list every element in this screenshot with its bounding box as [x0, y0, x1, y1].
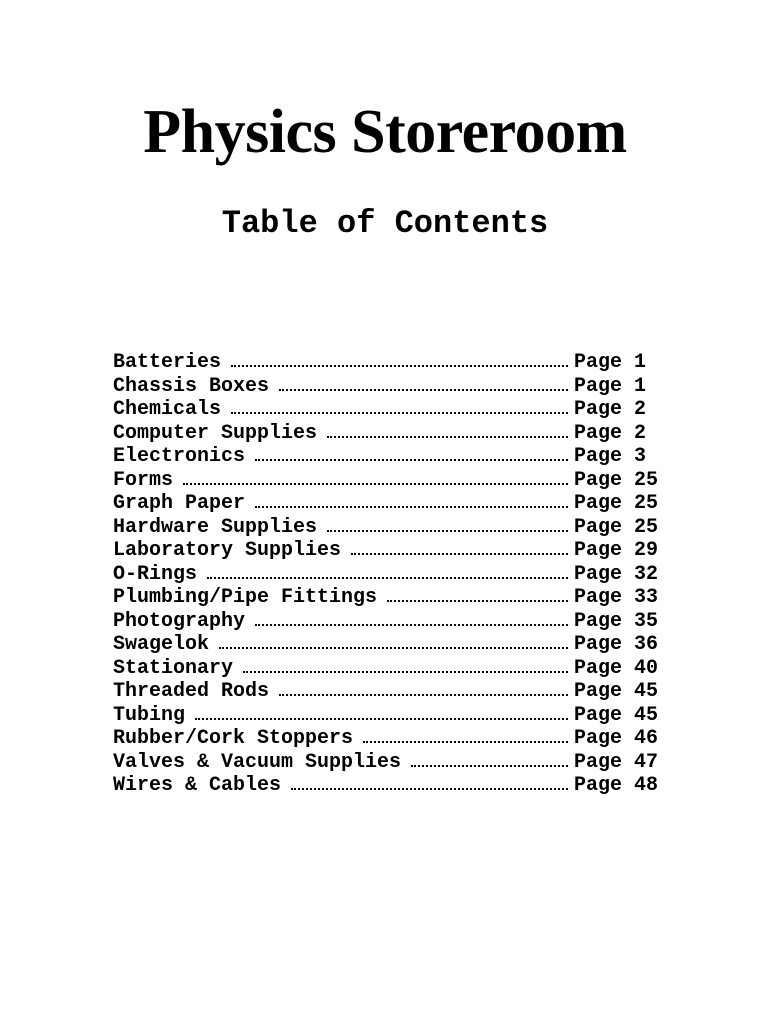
toc-entry-page: Page 48 — [574, 774, 659, 797]
toc-entry-page: Page 45 — [574, 680, 659, 703]
toc-entry-label: Electronics — [113, 445, 246, 468]
toc-entry-label: Wires & Cables — [113, 774, 282, 797]
toc-entry[interactable] — [113, 398, 658, 422]
toc-entry-label: Graph Paper — [113, 492, 246, 515]
dot-leader — [243, 671, 568, 673]
dot-leader — [327, 530, 568, 532]
dot-leader — [183, 483, 568, 485]
toc-entry-label: Photography — [113, 609, 246, 633]
dot-leader — [411, 765, 568, 767]
toc-entry[interactable] — [113, 586, 658, 610]
toc-entry-page: Page 32 — [574, 562, 659, 586]
dot-leader — [291, 788, 568, 790]
toc-entry-page: Page 3 — [574, 445, 647, 468]
toc-entry[interactable] — [113, 704, 658, 728]
toc-entry[interactable] — [113, 657, 658, 681]
toc-entry[interactable] — [113, 680, 658, 704]
toc-entry-page: Page 36 — [574, 633, 659, 656]
toc-entry[interactable] — [113, 516, 658, 540]
toc-entry[interactable] — [113, 492, 658, 516]
dot-leader — [231, 412, 568, 414]
toc-entry[interactable] — [113, 469, 658, 493]
toc-entry-page: Page 46 — [574, 727, 659, 750]
page-title: Physics Storeroom — [143, 98, 627, 166]
toc-entry[interactable] — [113, 422, 658, 446]
toc-entry-label: O-Rings — [113, 562, 198, 586]
dot-leader — [231, 365, 568, 367]
dot-leader — [387, 600, 568, 602]
toc-entry-label: Tubing — [113, 703, 186, 727]
toc-entry-page: Page 25 — [574, 468, 659, 492]
toc-entry[interactable] — [113, 610, 658, 634]
toc-entry-page: Page 40 — [574, 656, 659, 680]
dot-leader — [219, 647, 568, 649]
toc-entry-page: Page 47 — [574, 750, 659, 774]
toc-entry-page: Page 29 — [574, 539, 659, 562]
toc-entry-label: Plumbing/Pipe Fittings — [113, 586, 378, 609]
toc-entry-label: Swagelok — [113, 633, 210, 656]
toc-entry-label: Laboratory Supplies — [113, 539, 342, 562]
toc-entry-page: Page 25 — [574, 515, 659, 539]
toc-entry-label: Forms — [113, 468, 174, 492]
toc-entry-label: Chemicals — [113, 398, 222, 421]
toc-entry[interactable] — [113, 751, 658, 775]
dot-leader — [279, 389, 568, 391]
toc-entry-page: Page 2 — [574, 398, 647, 421]
dot-leader — [255, 459, 568, 461]
toc-entry-label: Threaded Rods — [113, 680, 270, 703]
toc-entry[interactable] — [113, 563, 658, 587]
toc-heading: Table of Contents — [221, 205, 549, 242]
toc-entry-label: Hardware Supplies — [113, 515, 318, 539]
dot-leader — [351, 553, 568, 555]
table-of-contents — [113, 351, 658, 798]
dot-leader — [195, 718, 568, 720]
toc-entry-page: Page 45 — [574, 703, 659, 727]
toc-entry-page: Page 33 — [574, 586, 659, 609]
dot-leader — [255, 506, 568, 508]
toc-entry[interactable] — [113, 445, 658, 469]
toc-entry-label: Valves & Vacuum Supplies — [113, 750, 402, 774]
toc-entry-page: Page 35 — [574, 609, 659, 633]
toc-entry[interactable] — [113, 727, 658, 751]
toc-entry[interactable] — [113, 539, 658, 563]
toc-entry[interactable] — [113, 774, 658, 798]
toc-entry-label: Stationary — [113, 656, 234, 680]
dot-leader — [207, 577, 568, 579]
toc-entry[interactable] — [113, 351, 658, 375]
toc-entry-page: Page 1 — [574, 351, 647, 374]
toc-entry-label: Chassis Boxes — [113, 374, 270, 398]
dot-leader — [279, 694, 568, 696]
toc-entry-label: Rubber/Cork Stoppers — [113, 727, 354, 750]
toc-entry[interactable] — [113, 633, 658, 657]
toc-entry-label: Batteries — [113, 351, 222, 374]
toc-entry-label: Computer Supplies — [113, 421, 318, 445]
dot-leader — [363, 741, 568, 743]
toc-entry-page: Page 25 — [574, 492, 659, 515]
dot-leader — [327, 436, 568, 438]
toc-entry[interactable] — [113, 375, 658, 399]
toc-entry-page: Page 2 — [574, 421, 647, 445]
dot-leader — [255, 624, 568, 626]
toc-entry-page: Page 1 — [574, 374, 647, 398]
